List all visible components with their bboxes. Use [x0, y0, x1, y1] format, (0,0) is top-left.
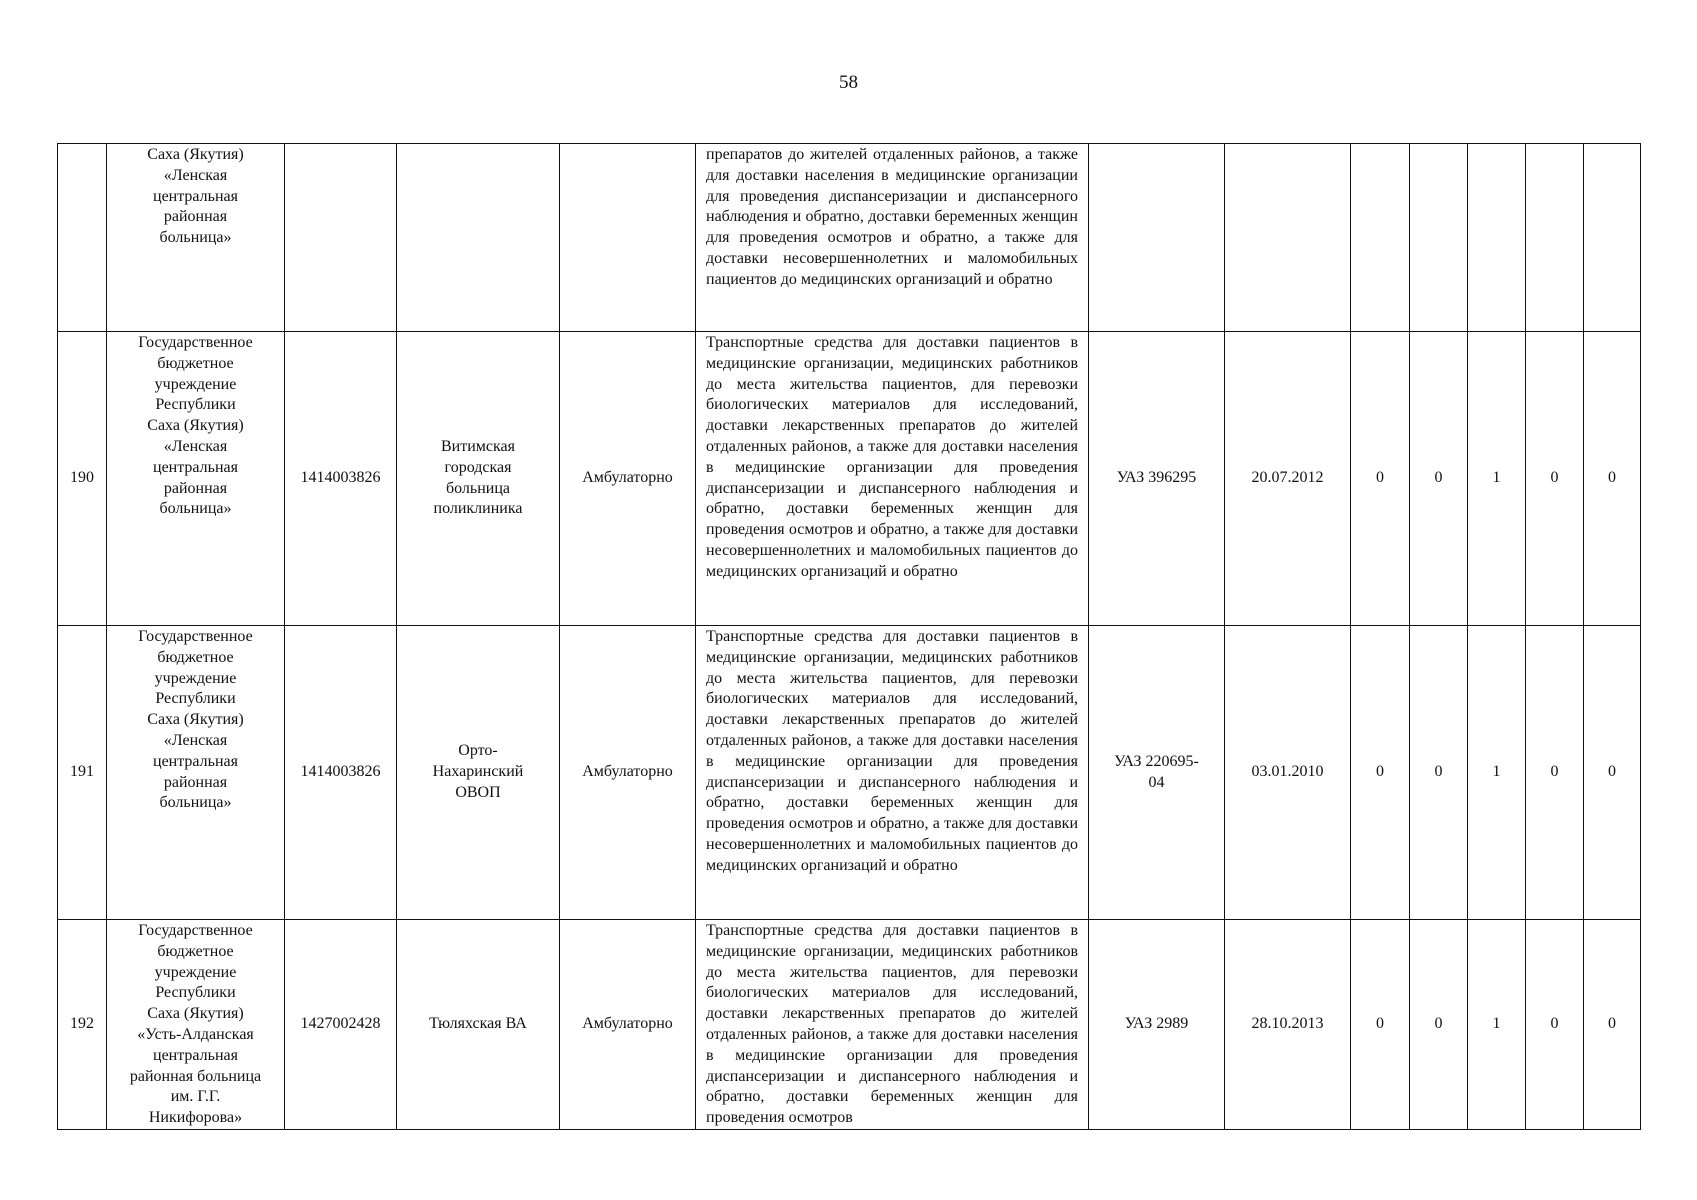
vehicle-cell: [1089, 144, 1225, 332]
count-cell-2: 0: [1410, 920, 1468, 1130]
inn-cell: [285, 144, 397, 332]
table-row: [58, 144, 1641, 332]
count-cell-5: 0: [1584, 920, 1641, 1130]
purpose-cell: [696, 144, 1089, 332]
inn-cell: 1414003826: [285, 332, 397, 626]
count-cell-1: 0: [1351, 920, 1410, 1130]
count-cell-2: 0: [1410, 626, 1468, 920]
count-cell-3: [1468, 144, 1526, 332]
purpose-text: Транспортные средства для доставки пациентов в медицинские организации, медицинских работников до места жительства пациентов, для перевозки биологических материалов для исследований, доставки лекарственных препаратов до жителей отдаленных районов, а также для доставки населения в медицинские организации для проведения диспансеризации и диспансерного наблюдения и обратно, доставки беременных женщин для проведения осмотров: [706, 922, 1078, 1127]
count-cell-4: 0: [1526, 332, 1584, 626]
count-cell-2: [1410, 144, 1468, 332]
vehicle-cell: УАЗ 220695- 04: [1089, 626, 1225, 920]
date-cell: [1225, 144, 1351, 332]
care-type-cell: [560, 144, 696, 332]
purpose-text: Транспортные средства для доставки пациентов в медицинские организации, медицинских работников до места жительства пациентов, для перевозки биологических материалов для исследований, доставки лекарственных препаратов до жителей отдаленных районов, а также для доставки населения в медицинские организации для проведения диспансеризации и диспансерного наблюдения и обратно, доставки беременных женщин для проведения осмотров и обратно, а также для доставки несовершеннолетних и маломобильных пациентов до медицинских организаций и обратно: [706, 628, 1078, 874]
care-type-cell: Амбулаторно: [560, 920, 696, 1130]
count-cell-4: 0: [1526, 626, 1584, 920]
count-cell-1: 0: [1351, 626, 1410, 920]
subdivision-cell: [397, 144, 560, 332]
inn-cell: 1414003826: [285, 626, 397, 920]
row-number-cell: 191: [58, 626, 107, 920]
purpose-cell: [696, 332, 1089, 626]
count-cell-5: 0: [1584, 626, 1641, 920]
count-cell-2: 0: [1410, 332, 1468, 626]
organization-cell: [107, 144, 285, 332]
count-cell-5: 0: [1584, 332, 1641, 626]
subdivision-cell: Витимская городская больница поликлиника: [397, 332, 560, 626]
count-cell-3: 1: [1468, 920, 1526, 1130]
organization-cell: [107, 332, 285, 626]
vehicle-registry-table: [57, 143, 1641, 1130]
organization-cell: [107, 626, 285, 920]
count-cell-1: [1351, 144, 1410, 332]
care-type-cell: Амбулаторно: [560, 626, 696, 920]
care-type-cell: Амбулаторно: [560, 332, 696, 626]
count-cell-4: [1526, 144, 1584, 332]
subdivision-cell: Тюляхская ВА: [397, 920, 560, 1130]
purpose-cell: [696, 626, 1089, 920]
table-row: [58, 332, 1641, 626]
row-number-cell: 190: [58, 332, 107, 626]
row-number-cell: 192: [58, 920, 107, 1130]
date-cell: 20.07.2012: [1225, 332, 1351, 626]
purpose-cell: [696, 920, 1089, 1130]
organization-text: Государственное бюджетное учреждение Республики Саха (Якутия) «Ленская центральная районная больница»: [138, 628, 253, 812]
purpose-text: Транспортные средства для доставки пациентов в медицинские организации, медицинских работников до места жительства пациентов, для перевозки биологических материалов для исследований, доставки лекарственных препаратов до жителей отдаленных районов, а также для доставки населения в медицинские организации для проведения диспансеризации и диспансерного наблюдения и обратно, доставки беременных женщин для проведения осмотров и обратно, а также для доставки несовершеннолетних и маломобильных пациентов до медицинских организаций и обратно: [706, 334, 1078, 580]
organization-text: Саха (Якутия) «Ленская центральная районная больница»: [147, 146, 244, 247]
organization-cell: [107, 920, 285, 1130]
organization-text: Государственное бюджетное учреждение Республики Саха (Якутия) «Ленская центральная районная больница»: [138, 334, 253, 518]
vehicle-cell: УАЗ 396295: [1089, 332, 1225, 626]
date-cell: 03.01.2010: [1225, 626, 1351, 920]
subdivision-cell: Орто- Нахаринский ОВОП: [397, 626, 560, 920]
count-cell-3: 1: [1468, 332, 1526, 626]
table-row: [58, 920, 1641, 1130]
count-cell-5: [1584, 144, 1641, 332]
count-cell-4: 0: [1526, 920, 1584, 1130]
page-number: 58: [839, 72, 858, 93]
count-cell-1: 0: [1351, 332, 1410, 626]
table-row: [58, 626, 1641, 920]
date-cell: 28.10.2013: [1225, 920, 1351, 1130]
inn-cell: 1427002428: [285, 920, 397, 1130]
organization-text: Государственное бюджетное учреждение Республики Саха (Якутия) «Усть-Алданская центральная районная больница им. Г.Г. Никифорова»: [129, 922, 262, 1127]
count-cell-3: 1: [1468, 626, 1526, 920]
vehicle-cell: УАЗ 2989: [1089, 920, 1225, 1130]
purpose-text: препаратов до жителей отдаленных районов, а также для доставки населения в медицинские организации для проведения диспансеризации и диспансерного наблюдения и обратно, доставки беременных женщин для проведения осмотров и обратно, а также для доставки несовершеннолетних и маломобильных пациентов до медицинских организаций и обратно: [706, 146, 1078, 288]
row-number-cell: [58, 144, 107, 332]
